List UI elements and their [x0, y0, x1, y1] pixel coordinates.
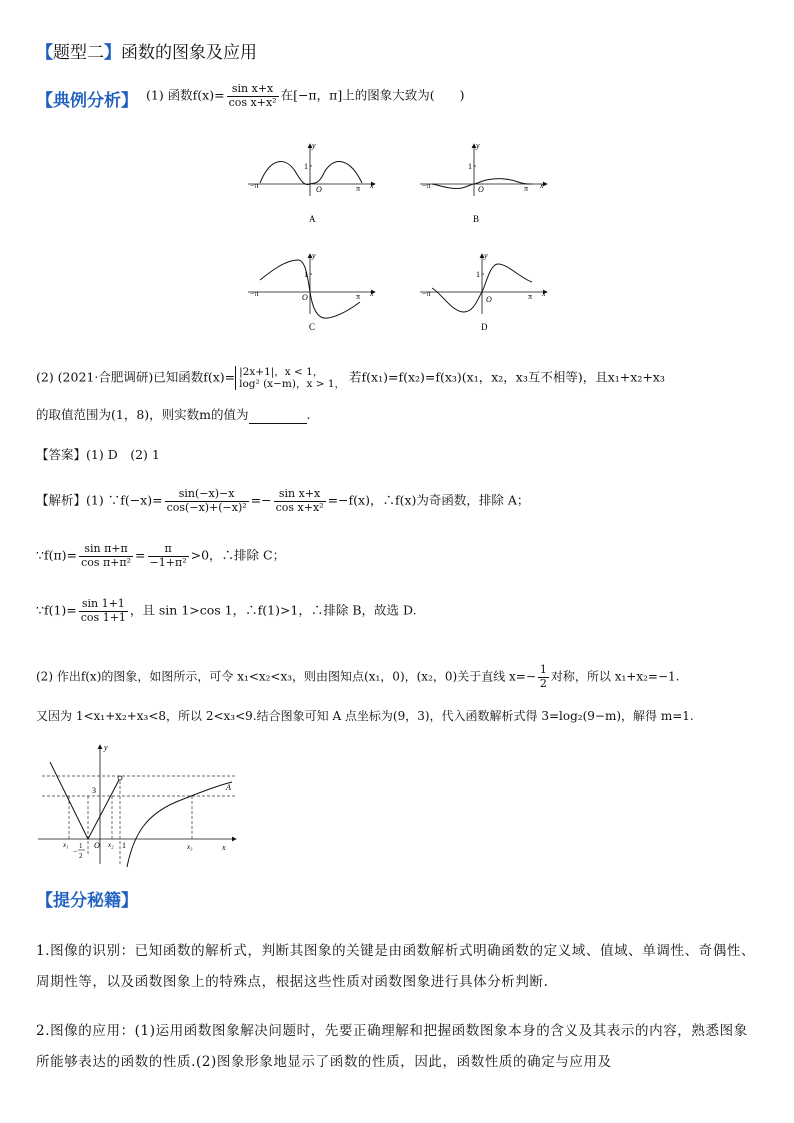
graph-c-x: x — [370, 289, 374, 298]
solution-x-label: x — [222, 843, 226, 852]
analysis-l2-frac1 — [79, 543, 133, 569]
q2-case-1: |2x+1|，x < 1， — [239, 366, 324, 378]
analysis-l1-frac1 — [165, 488, 249, 514]
solution-half-num: 1 — [79, 842, 83, 850]
graph-c-negpi: −π — [250, 289, 259, 298]
graph-c-pi: π — [356, 292, 361, 301]
option-a-label: A — [309, 214, 316, 224]
analysis-l2-frac2 — [148, 543, 189, 569]
heading-title: 函数的图象及应用 — [121, 43, 257, 63]
heading-type-label: 题型二 — [53, 43, 104, 63]
l2-f2-den: −1+π² — [149, 555, 187, 569]
l1-f2-num: sin x+x — [274, 488, 326, 502]
question-1 — [146, 83, 464, 109]
graph-b-x: x — [540, 181, 544, 190]
answer-label: 【答案】 — [36, 447, 87, 462]
analysis-l1-a: (1) ∵f(−x)= — [86, 492, 163, 508]
heading-bracket-close: 】 — [104, 43, 121, 63]
graph-c-one: 1 — [304, 270, 308, 279]
graph-a-o: O — [316, 185, 322, 194]
q1-denominator: cos x+x² — [228, 95, 277, 109]
analysis-line-2 — [36, 543, 285, 569]
q2-suffix: 若f(x₁)=f(x₂)=f(x₃)(x₁，x₂，x₃互不相等)，且x₁+x₂+x₃ — [349, 369, 665, 385]
graph-d-y: y — [484, 251, 488, 260]
l1-f2-den: cos x+x² — [275, 500, 324, 514]
analysis-l1-frac2 — [274, 488, 326, 514]
q2-case-2: log² (x−m)，x > 1， — [239, 378, 346, 391]
heading-bracket-open: 【 — [36, 43, 53, 63]
graph-b-o: O — [478, 185, 484, 194]
analysis-l1-b: =− — [250, 492, 272, 508]
analysis-p2-line2: 又因为 1<x₁+x₂+x₃<8，所以 2<x₃<9.结合图象可知 A 点坐标为(9，3)，代入函数解析式得 3=log₂(9−m)，解得 m=1. — [36, 709, 694, 723]
graph-a-y: y — [312, 141, 316, 150]
l1-f1-num: sin(−x)−x — [165, 488, 249, 502]
analysis-l1-c: =−f(x)，∴f(x)为奇函数，排除 A； — [327, 492, 530, 508]
answer-blank — [249, 411, 307, 424]
analysis-p2-b: 对称，所以 x₁+x₂=−1. — [550, 669, 680, 684]
l2-f2-num: π — [148, 543, 189, 557]
option-d-label: D — [481, 322, 488, 332]
graph-b-pi: π — [524, 184, 529, 193]
graph-d-x: x — [542, 289, 546, 298]
analysis-l3-a: ∵f(1)= — [36, 602, 77, 618]
analysis-l2-a: ∵f(π)= — [36, 547, 78, 563]
graph-c-o: O — [302, 293, 308, 302]
graph-a-x: x — [370, 181, 374, 190]
example-tag: 【典例分析】 — [36, 91, 138, 111]
q1-fraction — [227, 83, 279, 109]
graph-a-negpi: −π — [250, 181, 259, 190]
graph-b — [420, 141, 547, 224]
graph-d-negpi: −π — [422, 289, 431, 298]
solution-x2-label: x₂ — [108, 841, 114, 849]
graph-d — [420, 251, 547, 332]
analysis-label: 【解析】 — [36, 492, 87, 508]
option-c-label: C — [309, 322, 316, 332]
answer-text: (1) D (2) 1 — [86, 447, 160, 462]
solution-x1-label: x₁ — [63, 841, 69, 849]
analysis-part-2 — [36, 664, 679, 690]
graph-a-one: 1 — [304, 162, 308, 171]
solution-half-den: 2 — [79, 852, 83, 860]
graph-d-one: 1 — [476, 270, 480, 279]
tips-paragraph-2: 2.图像的应用：(1)运用函数图象解决问题时，先要正确理解和把握函数图象本身的含义及其表示的内容，熟悉图象所能够表达的函数的性质.(2)图象形象地显示了函数的性质，因此，函数性质的确定与应用及 — [36, 1023, 748, 1070]
p2-num: 1 — [539, 663, 547, 676]
solution-y-label: y — [104, 743, 108, 752]
analysis-part-2-line-2 — [36, 708, 694, 724]
solution-x3-label: x₃ — [187, 843, 193, 851]
q2-prefix: (2) (2021·合肥调研)已知函数f(x)= — [36, 369, 236, 385]
p2-den: 2 — [539, 676, 547, 690]
graph-c-y: y — [312, 251, 316, 260]
option-b-label: B — [473, 214, 480, 224]
answer-row — [36, 447, 160, 464]
solution-a-label: A — [226, 783, 231, 792]
q1-prefix: (1) 函数f(x)= — [146, 87, 225, 103]
solution-graph — [36, 742, 246, 868]
graph-b-negpi: −π — [422, 181, 431, 190]
example-row — [36, 86, 138, 111]
analysis-l2-b: = — [135, 547, 146, 563]
l3-f-den: cos 1+1 — [80, 610, 126, 624]
graph-d-pi: π — [528, 292, 533, 301]
solution-one-label: 1 — [122, 841, 126, 850]
graph-b-one: 1 — [468, 162, 472, 171]
analysis-line-1 — [36, 488, 529, 514]
analysis-l3-c: ，且 sin 1>cos 1，∴f(1)>1，∴排除 B，故选 D. — [129, 602, 417, 618]
analysis-line-3 — [36, 598, 417, 624]
graph-c — [248, 251, 375, 332]
tips-paragraph-1: 1.图像的识别：已知函数的解析式，判断其图象的关键是由函数解析式明确函数的定义域、值域、单调性、奇偶性、周期性等，以及函数图象上的特殊点，根据这些性质对函数图象进行具体分析判断. — [36, 943, 756, 990]
question-2-line-2: 的取值范围为(1，8)，则实数m的值为 . — [36, 407, 311, 422]
q2-line-2: 的取值范围为(1，8)，则实数m的值为 — [36, 407, 249, 422]
q2-piecewise — [235, 366, 345, 390]
graph-a-pi: π — [356, 184, 361, 193]
solution-o-label: O — [94, 841, 100, 850]
q1-numerator: sin x+x — [227, 83, 279, 97]
l3-f-num: sin 1+1 — [79, 598, 128, 612]
analysis-l3-frac — [79, 598, 128, 624]
section-heading — [36, 38, 257, 63]
question-2 — [36, 366, 665, 390]
solution-neg-sign: − — [73, 847, 78, 856]
tips-tag: 【提分秘籍】 — [36, 891, 138, 911]
l2-f1-den: cos π+π² — [81, 555, 132, 569]
q1-suffix: 在[−π，π]上的图象大致为( ) — [280, 87, 465, 103]
graph-d-o: O — [486, 295, 492, 304]
options-figure — [240, 138, 560, 338]
graph-b-y: y — [476, 141, 480, 150]
graph-a — [248, 141, 375, 224]
l1-f1-den: cos(−x)+(−x)² — [166, 500, 247, 514]
analysis-l2-c: >0，∴排除 C； — [190, 547, 286, 563]
analysis-p2-a: (2) 作出f(x)的图象，如图所示，可令 x₁<x₂<x₃，则由图知点(x₁，0)，(x₂，0)关于直线 x=− — [36, 669, 536, 684]
solution-three-label: 3 — [92, 786, 96, 795]
analysis-p2-frac — [538, 664, 549, 690]
l2-f1-num: sin π+π — [79, 543, 133, 557]
